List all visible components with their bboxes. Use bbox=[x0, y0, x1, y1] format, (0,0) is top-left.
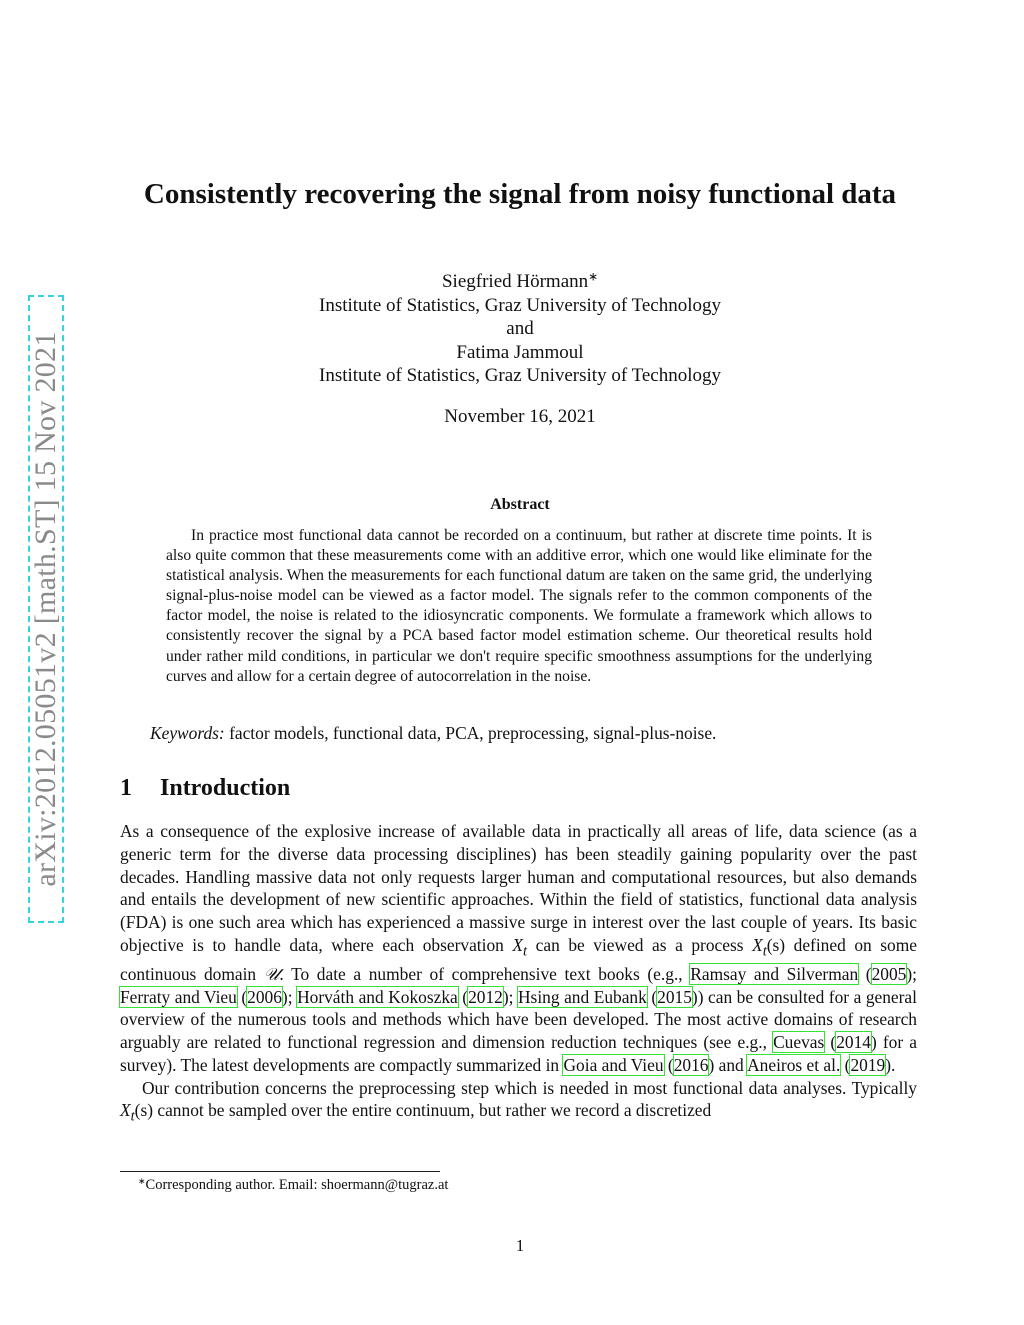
section-number: 1 bbox=[120, 775, 132, 801]
citation-aneiros-et-al[interactable]: Aneiros et al. bbox=[747, 1054, 841, 1075]
affiliation-1: Institute of Statistics, Graz University of Technology bbox=[319, 294, 721, 316]
author-conjunction: and bbox=[506, 318, 534, 339]
math-xt: $X_t$ bbox=[512, 934, 528, 960]
paper-date: November 16, 2021 bbox=[444, 406, 596, 427]
abstract-heading: Abstract bbox=[490, 496, 550, 513]
citation-year-2014[interactable]: 2014 bbox=[836, 1032, 871, 1053]
citation-year-2005[interactable]: 2005 bbox=[871, 963, 907, 984]
citation-ramsay-silverman[interactable]: Ramsay and Silverman bbox=[690, 963, 859, 984]
author-1: Siegfried Hörmann∗ bbox=[441, 270, 598, 292]
math-domain: 𝒰 bbox=[263, 963, 280, 984]
intro-paragraph-2: Our contribution concerns the preprocessing step which is needed in most functional data analyses. Typically $X_t(s)$ cannot be sampled over the entire continuum, but rather we record a discretized bbox=[120, 1077, 917, 1125]
citation-year-2016[interactable]: 2016 bbox=[673, 1054, 709, 1075]
introduction-body bbox=[120, 820, 917, 1129]
footnote-text: Corresponding author. Email: shoermann@tugraz.at bbox=[145, 1177, 449, 1193]
citation-goia-vieu[interactable]: Goia and Vieu bbox=[563, 1054, 664, 1075]
citation-year-2012[interactable]: 2012 bbox=[468, 986, 503, 1007]
section-title: Introduction bbox=[160, 775, 291, 801]
page-number: 1 bbox=[515, 1236, 525, 1255]
citation-horvath-kokoszka[interactable]: Horváth and Kokoszka bbox=[297, 986, 458, 1007]
intro-paragraph-1: As a consequence of the explosive increase of available data in practically all areas of life, data science (as a generic term for the diverse data processing disciplines) has been steadily gaining popularity over the past decades. Handling massive data not only requests larger human and computational resources, but also demands and entails the development of new scientific approaches. Within the field of statistics, functional data analysis (FDA) is one such area which has experienced a massive surge in interest over the last couple of years. Its basic objective is to handle data, where each observation $X_t$ can be viewed as a process $X_t(s)$ defined on some continuous domain 𝒰. To date a number of comprehensive text books (e.g., Ramsay and Silverman (2005); Ferraty and Vieu (2006); Horváth and Kokoszka (2012); Hsing and Eubank (2015)) can be consulted for a general overview of the numerous tools and methods which have been developed. The most active domains of research arguably are related to functional regression and dimension reduction techniques (see e.g., Cuevas (2014) for a survey). The latest developments are compactly summarized in Goia and Vieu (2016) and Aneiros et al. (2019). bbox=[120, 821, 917, 1075]
keywords-label: Keywords: bbox=[150, 723, 225, 743]
abstract-text: In practice most functional data cannot be recorded on a continuum, but rather at discrete time points. It is also quite common that these measurements come with an additive error, which one would like eliminate for the statistical analysis. When the measurements for each functional datum are taken on the same grid, the underlying signal-plus-noise model can be viewed as a factor model. The signals refer to the common components of the factor model, the noise is related to the idiosyncratic components. We formulate a framework which allows to consistently recover the signal by a PCA based factor model estimation scheme. Our theoretical results hold under rather mild conditions, in particular we don't require specific smoothness assumptions for the underlying curves and allow for a certain degree of autocorrelation in the noise. bbox=[166, 527, 872, 685]
keywords-line bbox=[150, 723, 890, 744]
arxiv-identifier-text: arXiv:2012.05051v2 [math.ST] 15 Nov 2021 bbox=[29, 331, 62, 887]
author-2: Fatima Jammoul bbox=[456, 341, 584, 363]
arxiv-identifier-stamp[interactable] bbox=[28, 295, 64, 923]
footnote-marker: ∗ bbox=[138, 1176, 146, 1187]
keywords-text: factor models, functional data, PCA, preprocessing, signal-plus-noise. bbox=[229, 723, 717, 743]
author-block bbox=[200, 270, 840, 388]
math-xts: $X_t(s)$ bbox=[752, 934, 786, 960]
footnote-divider bbox=[120, 1171, 440, 1172]
affiliation-2: Institute of Statistics, Graz University of Technology bbox=[319, 365, 721, 386]
footnote-mark[interactable]: ∗ bbox=[588, 270, 598, 284]
citation-year-2019[interactable]: 2019 bbox=[850, 1054, 886, 1075]
section-heading-introduction bbox=[120, 775, 290, 802]
paper-title: Consistently recovering the signal from noisy functional data bbox=[143, 178, 897, 210]
footnote bbox=[138, 1177, 918, 1194]
citation-cuevas[interactable]: Cuevas bbox=[773, 1032, 825, 1053]
math-xts-2: $X_t(s)$ bbox=[120, 1100, 154, 1125]
citation-year-2015[interactable]: 2015 bbox=[657, 986, 692, 1007]
citation-hsing-eubank[interactable]: Hsing and Eubank bbox=[518, 986, 647, 1007]
citation-ferraty-vieu[interactable]: Ferraty and Vieu bbox=[120, 986, 237, 1007]
citation-year-2006[interactable]: 2006 bbox=[247, 986, 282, 1007]
